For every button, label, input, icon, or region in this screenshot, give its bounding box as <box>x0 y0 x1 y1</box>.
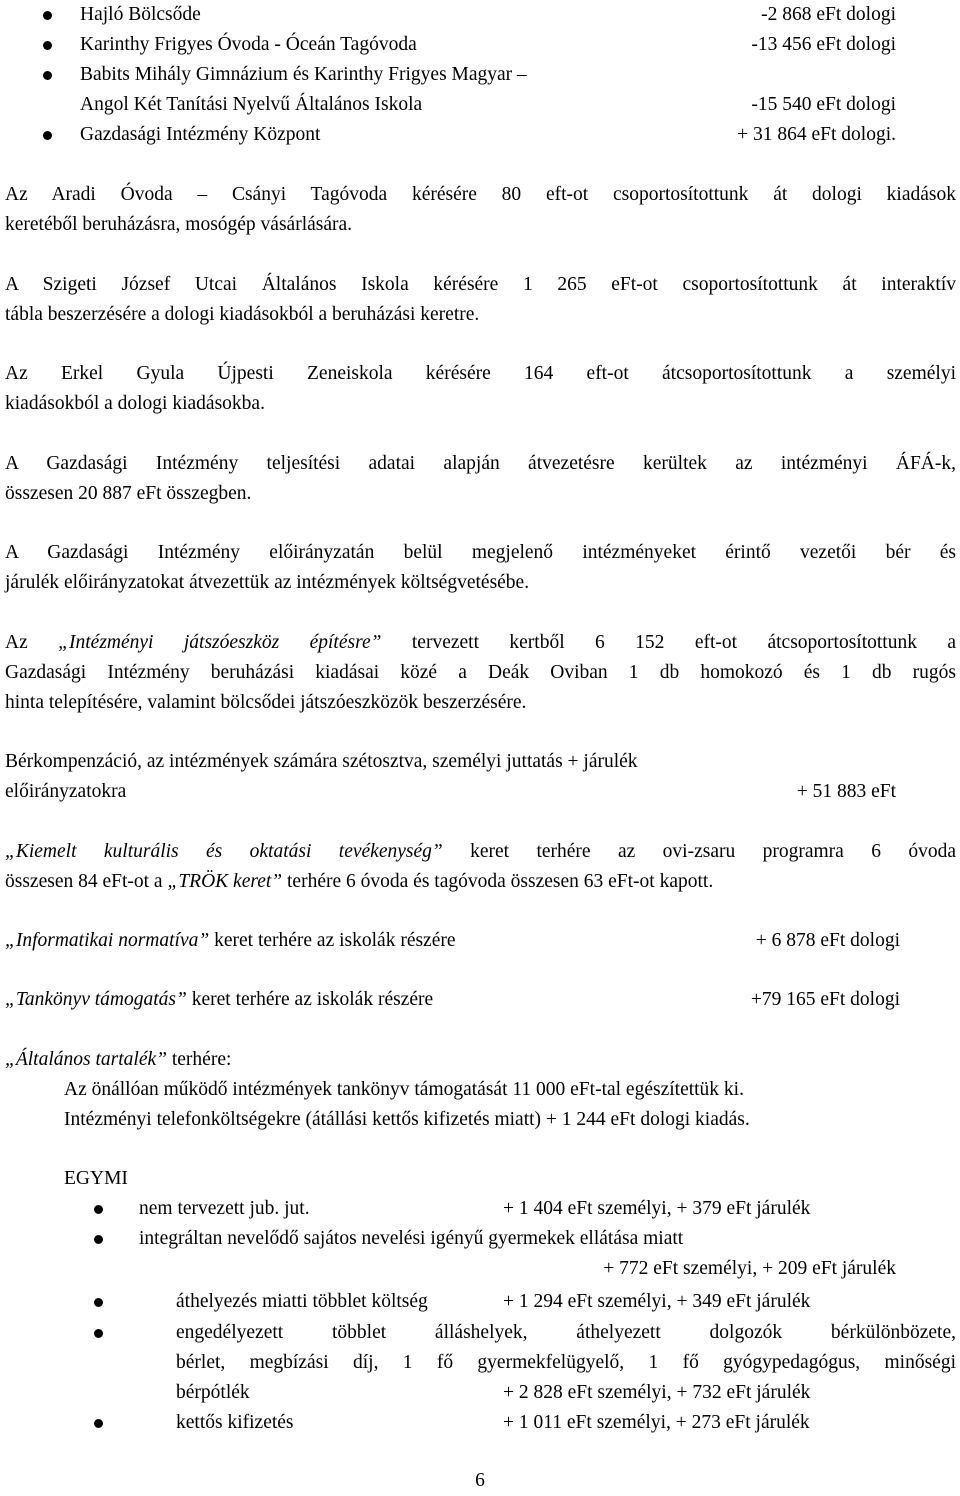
paragraph <box>0 985 960 1015</box>
paragraph-end <box>5 300 479 330</box>
text-line: Bérkompenzáció, az intézmények számára szétosztva, személyi juttatás + járulék <box>5 751 638 772</box>
heading-text: EGYMI <box>64 1168 128 1189</box>
bullet-icon <box>94 1419 103 1428</box>
institution-amount: -2 868 eFt dologi <box>761 4 896 25</box>
paragraph-end <box>5 389 265 419</box>
text-run: összesen 84 eFt-ot a <box>5 871 163 892</box>
text-line: összesen 20 887 eFt összegben. <box>5 483 252 504</box>
institution-name: Babits Mihály Gimnázium és Karinthy Frigyes Magyar – <box>80 64 527 85</box>
text-line: járulék előirányzatokat átvezettük az intézmények költségvetésébe. <box>5 572 530 593</box>
institution-name: Hajló Bölcsőde <box>80 4 201 25</box>
item-amount: + 2 828 eFt személyi, + 732 eFt járulék <box>503 1382 811 1403</box>
list-item <box>0 1194 960 1224</box>
paragraph <box>5 449 956 479</box>
item-label: áthelyezés miatti többlet költség <box>176 1291 428 1312</box>
item-label: kettős kifizetés <box>176 1412 294 1433</box>
budget-line-title: „Általános tartalék” <box>5 1049 167 1070</box>
paragraph <box>5 837 956 867</box>
bullet-icon <box>43 41 52 50</box>
paragraph <box>5 1045 231 1075</box>
text-run: Az <box>5 632 28 653</box>
list-item-continuation <box>0 90 960 120</box>
bullet-icon <box>43 11 52 20</box>
text-run: Az önállóan működő intézmények tankönyv támogatását 11 000 eFt-tal egészítettük ki. <box>64 1079 744 1100</box>
section-heading <box>64 1164 128 1194</box>
text-run: terhére 6 óvoda és tagóvoda összesen 63 eFt-ot kapott. <box>287 871 714 892</box>
paragraph <box>5 747 638 777</box>
paragraph <box>5 538 956 568</box>
institution-amount: + 31 864 eFt dologi. <box>737 124 896 145</box>
item-label: integráltan nevelődő sajátos nevelési igényű gyermekek ellátása miatt <box>139 1228 684 1249</box>
list-item <box>0 1224 960 1254</box>
item-label: nem tervezett jub. jut. <box>139 1198 310 1219</box>
institution-amount: -13 456 eFt dologi <box>751 34 896 55</box>
text-run: tervezett kertből 6 152 eft-ot átcsoportosítottunk a <box>411 632 957 653</box>
paragraph <box>0 926 960 956</box>
budget-line-title: „Informatikai normatíva” <box>5 930 210 951</box>
item-amount: + 1 404 eFt személyi, + 379 eFt járulék <box>503 1198 811 1219</box>
text-line: A Gazdasági Intézmény előirányzatán belül megjelenő intézményeket érintő vezetői bér és <box>5 542 956 563</box>
text-run: keret terhére az iskolák részére <box>214 930 456 951</box>
text-line: előirányzatokra <box>5 781 127 802</box>
page-number: 6 <box>475 1470 485 1491</box>
bullet-icon <box>94 1329 103 1338</box>
text-run: keret terhére az iskolák részére <box>191 989 434 1010</box>
list-item <box>0 60 960 90</box>
item-label: bérpótlék <box>176 1382 250 1403</box>
bullet-icon <box>43 71 52 80</box>
bullet-icon <box>94 1235 103 1244</box>
text-line: tábla beszerzésére a dologi kiadásokból a beruházási keretre. <box>5 304 480 325</box>
paragraph-end <box>5 568 529 598</box>
list-item-continuation <box>0 1378 960 1408</box>
text-line: Az Erkel Gyula Újpesti Zeneiskola kérésére 164 eft-ot átcsoportosítottunk a személyi <box>5 363 956 384</box>
budget-line-title: „Intézményi játszóeszköz építésre” <box>58 632 382 653</box>
paragraph <box>5 658 956 688</box>
text-run: terhére: <box>171 1049 232 1070</box>
budget-line-title: „Tankönyv támogatás” <box>5 989 187 1010</box>
institution-name: Karinthy Frigyes Óvoda - Óceán Tagóvoda <box>80 34 417 55</box>
text-line: Gazdasági Intézmény beruházási kiadásai közé a Deák Oviban 1 db homokozó és 1 db rugós <box>5 662 956 683</box>
budget-line-title: „Kiemelt kulturális és oktatási tevékenység” <box>5 841 443 862</box>
paragraph <box>5 359 956 389</box>
paragraph <box>5 270 956 300</box>
paragraph-end <box>5 479 251 509</box>
bullet-icon <box>43 131 52 140</box>
text-run: Intézményi telefonköltségekre (átállási kettős kifizetés miatt) + 1 244 eFt dologi kiadás. <box>64 1109 750 1130</box>
item-amount: + 1 011 eFt személyi, + 273 eFt járulék <box>503 1412 810 1433</box>
text-line: A Szigeti József Utcai Általános Iskola kérésére 1 265 eFt-ot csoportosítottunk át interaktív <box>5 274 956 295</box>
amount: +79 165 eFt dologi <box>750 989 900 1010</box>
item-label: engedélyezett többlet álláshelyek, áthelyezett dolgozók bérkülönbözete, <box>176 1322 956 1343</box>
list-item <box>0 120 960 150</box>
paragraph-end <box>5 867 713 897</box>
item-amount: + 1 294 eFt személyi, + 349 eFt járulék <box>503 1291 811 1312</box>
text-line: hinta telepítésére, valamint bölcsődei játszóeszközök beszerzésére. <box>5 692 527 713</box>
list-item <box>0 1408 960 1438</box>
list-item <box>0 1287 960 1317</box>
paragraph-end <box>5 210 352 240</box>
list-item-continuation <box>176 1348 956 1378</box>
amount: + 51 883 eFt <box>796 781 896 802</box>
item-amount: + 772 eFt személyi, + 209 eFt járulék <box>603 1258 896 1279</box>
text-run: keret terhére az ovi-zsaru programra 6 óvoda <box>470 841 956 862</box>
paragraph <box>5 628 956 658</box>
list-item <box>176 1318 956 1348</box>
paragraph-end <box>5 688 526 718</box>
institution-name: Angol Két Tanítási Nyelvű Általános Iskola <box>80 94 423 115</box>
list-item-continuation <box>0 1254 960 1284</box>
text-line: keretéből beruházásra, mosógép vásárlására. <box>5 214 353 235</box>
amount: + 6 878 eFt dologi <box>755 930 900 951</box>
list-item <box>0 30 960 60</box>
text-line: A Gazdasági Intézmény teljesítési adatai alapján átvezetésre kerültek az intézményi ÁFÁ-k, <box>5 453 956 474</box>
paragraph <box>5 180 956 210</box>
list-item <box>0 0 960 30</box>
text-line <box>64 1075 744 1105</box>
text-line: Az Aradi Óvoda – Csányi Tagóvoda kérésére 80 eft-ot csoportosítottunk át dologi kiadások <box>5 184 956 205</box>
budget-line-title: „TRÖK keret” <box>167 871 283 892</box>
institution-amount: -15 540 eFt dologi <box>751 94 896 115</box>
paragraph-end <box>0 777 960 807</box>
institution-name: Gazdasági Intézmény Központ <box>80 124 321 145</box>
text-line <box>64 1105 750 1135</box>
item-label: bérlet, megbízási díj, 1 fő gyermekfelügyelő, 1 fő gyógypedagógus, minőségi <box>176 1352 956 1373</box>
bullet-icon <box>94 1205 103 1214</box>
bullet-icon <box>94 1298 103 1307</box>
text-line: kiadásokból a dologi kiadásokba. <box>5 393 265 414</box>
